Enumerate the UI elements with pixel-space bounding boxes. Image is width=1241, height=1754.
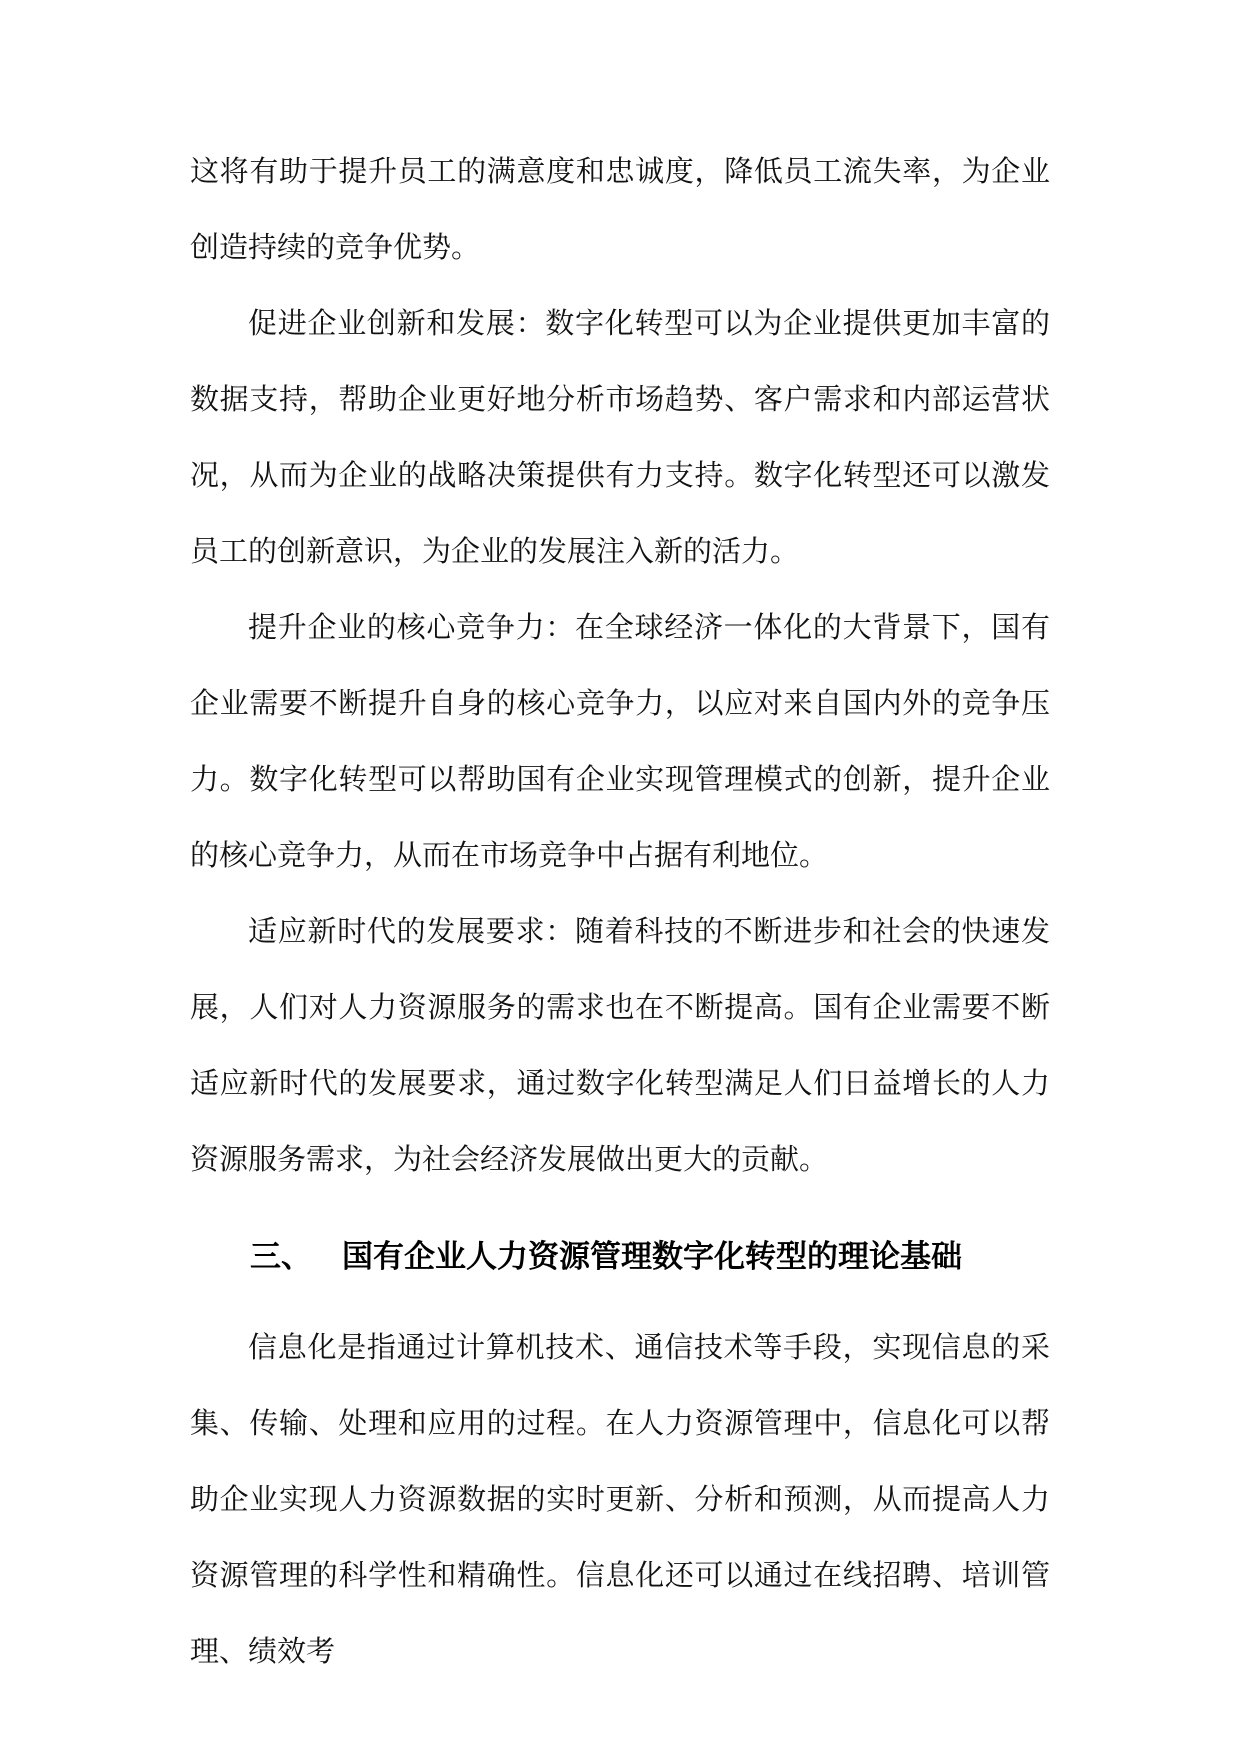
paragraph-competitiveness: 提升企业的核心竞争力：在全球经济一体化的大背景下，国有企业需要不断提升自身的核心竞争力，以应对来自国内外的竞争压力。数字化转型可以帮助国有企业实现管理模式的创新，提升企业的核心竞争力，从而在市场竞争中占据有利地位。	[190, 610, 1050, 872]
section-number: 三、	[250, 1239, 312, 1275]
document-body	[190, 133, 1050, 1689]
paragraph-informatization: 信息化是指通过计算机技术、通信技术等手段，实现信息的采集、传输、处理和应用的过程。在人力资源管理中，信息化可以帮助企业实现人力资源数据的实时更新、分析和预测，从而提高人力资源管理的科学性和精确性。信息化还可以通过在线招聘、培训管理、绩效考	[190, 1330, 1050, 1668]
paragraph-continuation: 这将有助于提升员工的满意度和忠诚度，降低员工流失率，为企业创造持续的竞争优势。	[190, 154, 1050, 264]
paragraph-innovation: 促进企业创新和发展：数字化转型可以为企业提供更加丰富的数据支持，帮助企业更好地分析市场趋势、客户需求和内部运营状况，从而为企业的战略决策提供有力支持。数字化转型还可以激发员工的创新意识，为企业的发展注入新的活力。	[190, 306, 1050, 568]
section-title: 国有企业人力资源管理数字化转型的理论基础	[342, 1239, 962, 1275]
paragraph-new-era: 适应新时代的发展要求：随着科技的不断进步和社会的快速发展，人们对人力资源服务的需求也在不断提高。国有企业需要不断适应新时代的发展要求，通过数字化转型满足人们日益增长的人力资源服务需求，为社会经济发展做出更大的贡献。	[190, 914, 1050, 1176]
section-heading	[190, 1219, 1050, 1295]
